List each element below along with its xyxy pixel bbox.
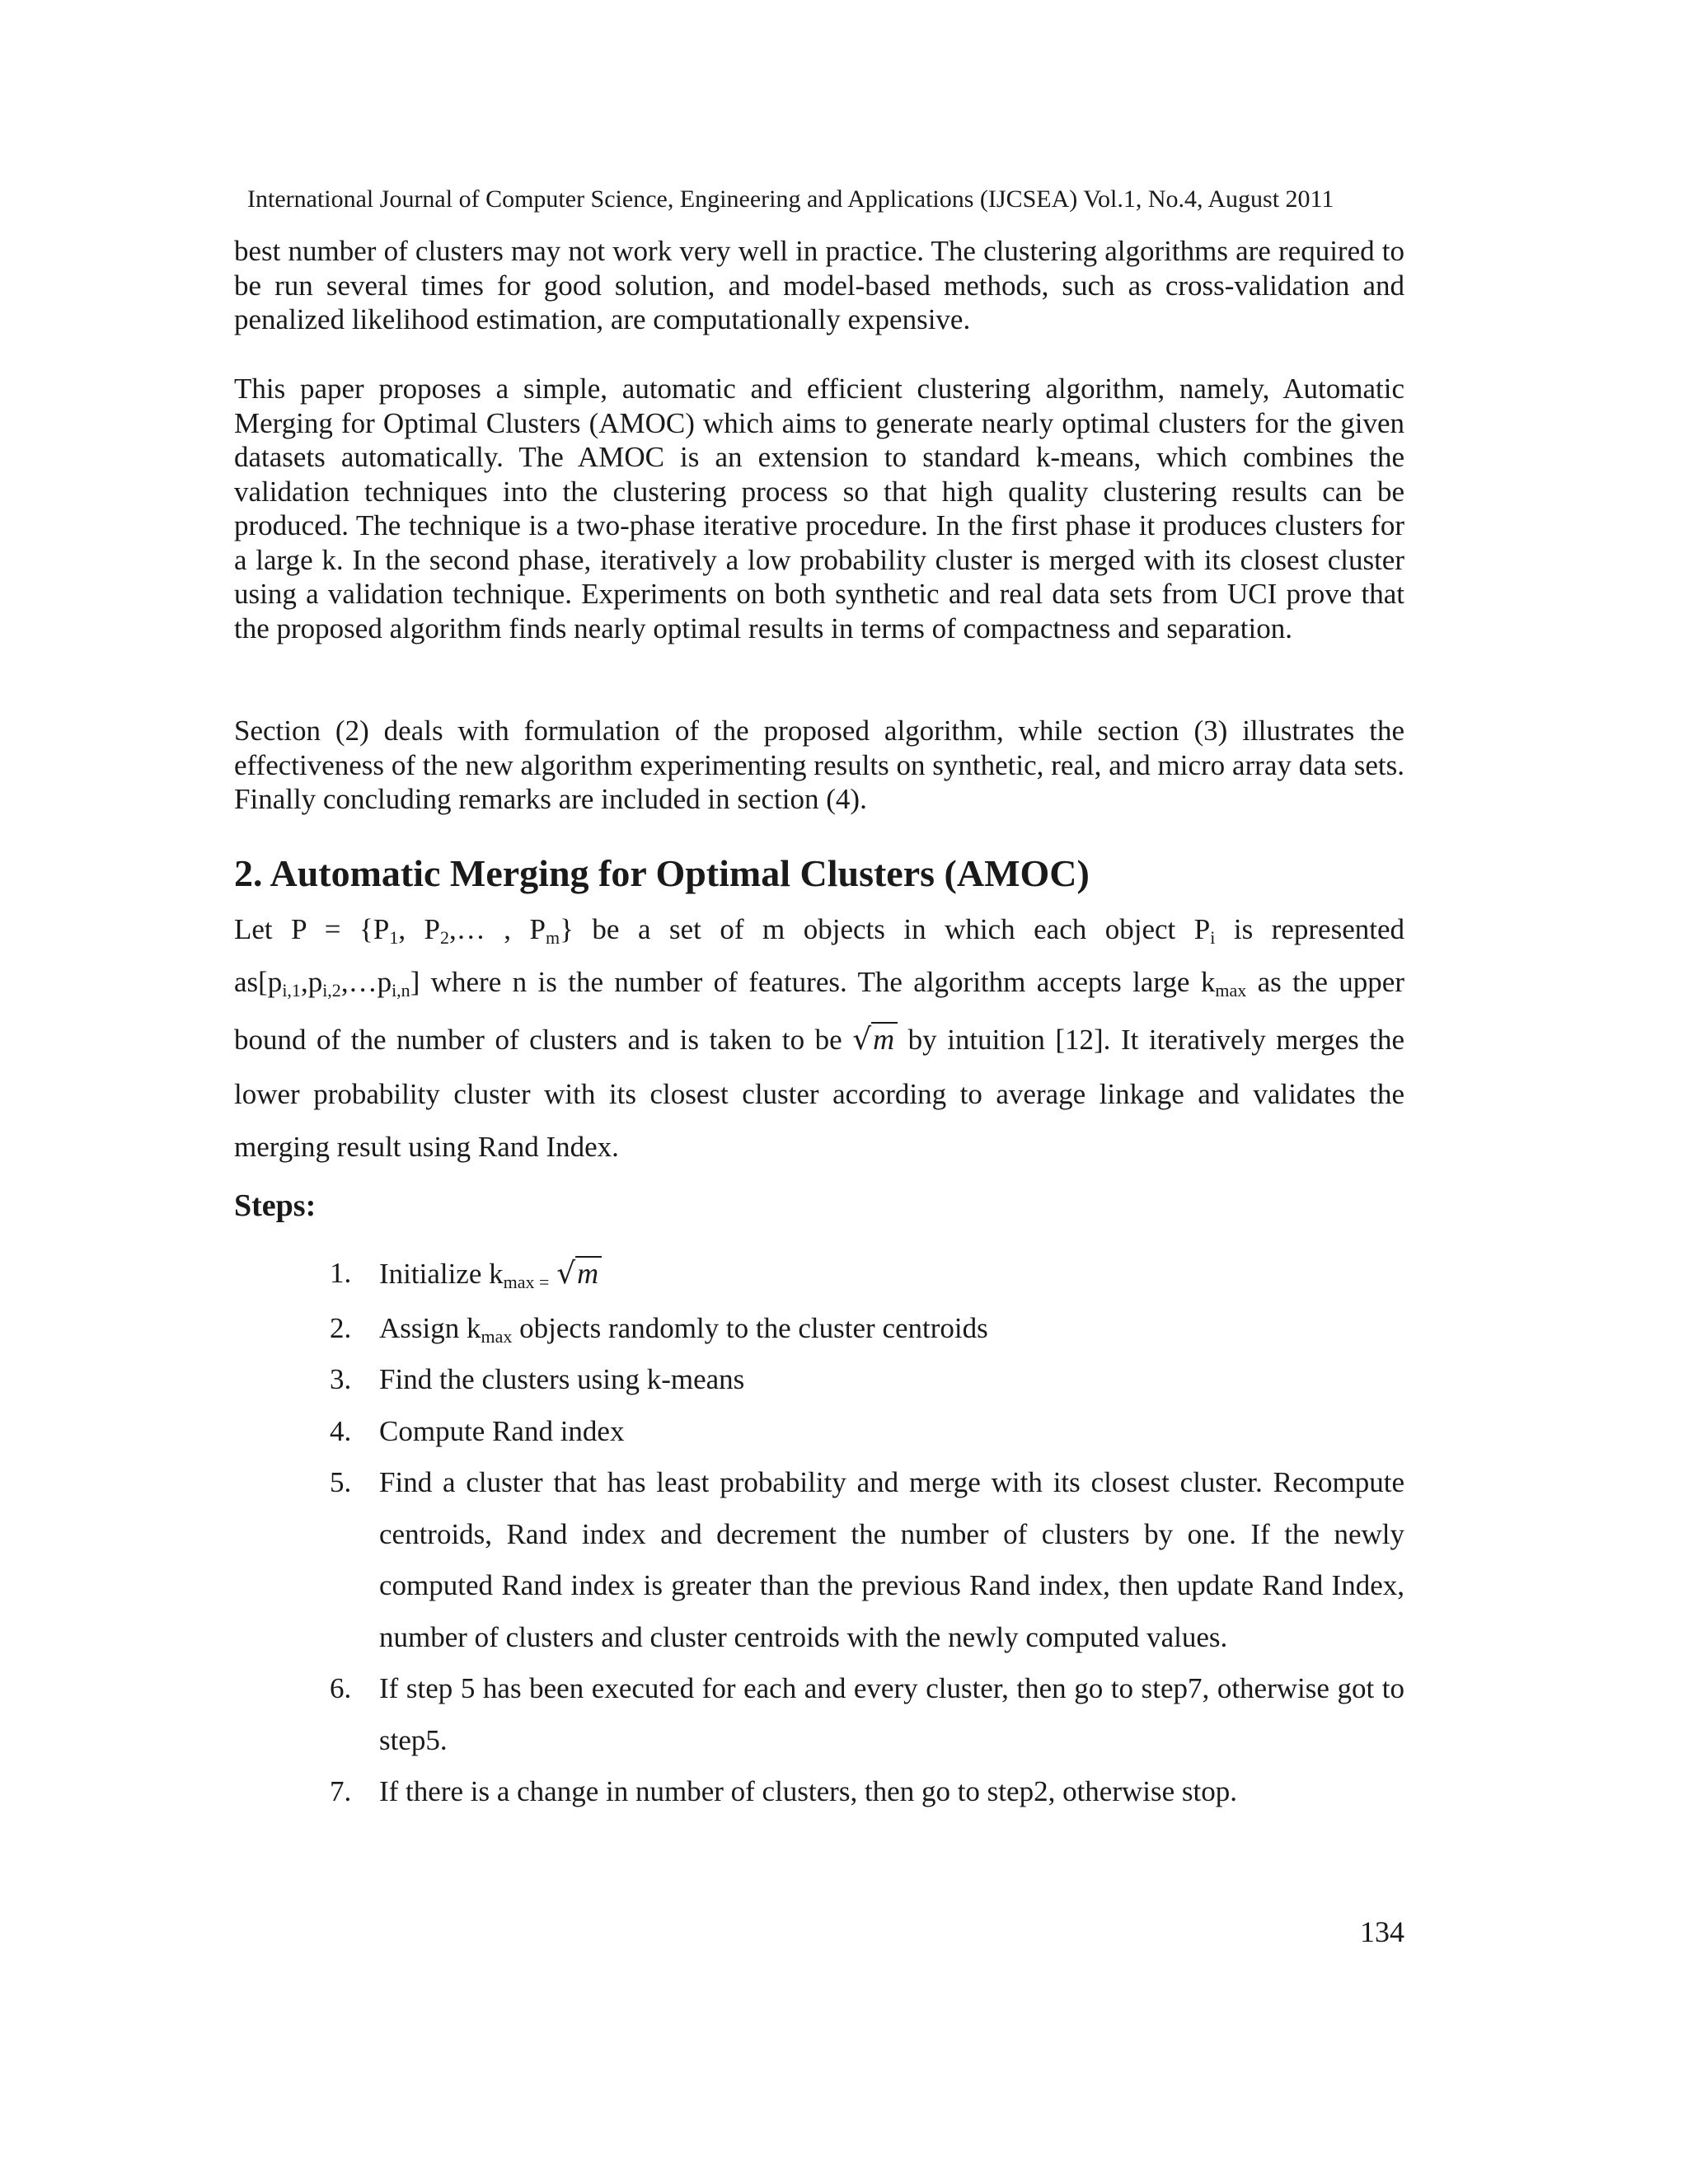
intro-line-5: merging result using Rand Index.: [234, 1131, 619, 1163]
section-heading: 2. Automatic Merging for Optimal Clusters (AMOC): [234, 852, 1090, 894]
paragraph-2: This paper proposes a simple, automatic and efficient clustering algorithm, namely, Automatic Merging for Optimal Clusters (AMOC) which aims to generate nearly optimal clusters for the given datasets automatically. The AMOC is an extension to standard k-means, which combines the validation techniques into the clustering process so that high quality clustering results can be produced. The technique is a two-phase iterative procedure. In the first phase it produces clusters for a large k. In the second phase, iteratively a low probability cluster is merged with its closest cluster using a validation technique. Experiments on both synthetic and real data sets from UCI prove that the proposed algorithm finds nearly optimal results in terms of compactness and separation.: [234, 373, 1404, 644]
intro-line-4: lower probability cluster with its closest cluster according to average linkage and validates the: [234, 1078, 1404, 1110]
intro-line-3: bound of the number of clusters and is taken to be √m by intuition [12]. It iteratively merges the: [234, 1019, 1404, 1078]
section-intro: [234, 913, 1404, 1183]
page-number: 134: [1360, 1915, 1404, 1948]
step-6: 6. If step 5 has been executed for each and every cluster, then go to step7, otherwise got to step5.: [330, 1672, 1404, 1756]
paragraph-3: Section (2) deals with formulation of the proposed algorithm, while section (3) illustrates the effectiveness of the new algorithm experimenting results on synthetic, real, and micro array data sets. Finally concluding remarks are included in section (4).: [234, 715, 1404, 815]
step-3: 3. Find the clusters using k-means: [330, 1363, 745, 1395]
journal-header: International Journal of Computer Science, Engineering and Applications (IJCSEA) Vol.1, No.4, August 2011: [247, 185, 1334, 213]
intro-line-2: $as[p_{i,1},p_{i,2},\dots p_{i,n}]$ where n is the number of features. The algorithm accepts large $k_{max}$ as the upper: [234, 966, 1404, 1001]
algorithm-steps: [330, 1244, 1404, 1818]
sqrt-m-formula: √m: [852, 1019, 898, 1061]
steps-heading: Steps:: [234, 1188, 316, 1223]
step-5: 5. Find a cluster that has least probability and merge with its closest cluster. Recompute centroids, Rand index and decrement the number of clusters by one. If the newly computed Rand index is greater than the previous Rand index, then update Rand Index, number of clusters and cluster centroids with the newly computed values.: [330, 1466, 1404, 1653]
step-1: 1. Initialize $k_{max =}$ √m: [330, 1244, 1404, 1303]
section-number: 2: [234, 852, 253, 894]
step-2: 2. Assign $k_{max}$ objects randomly to the cluster centroids: [330, 1312, 988, 1347]
sqrt-m-formula: √m: [556, 1244, 602, 1303]
step-7: 7. If there is a change in number of clusters, then go to step2, otherwise stop.: [330, 1775, 1237, 1807]
intro-line-1: Let $P = \{P_1$, $P_2,\dots$ , $P_m$} be a set of m objects in which each object $P_i$ is represented: [234, 913, 1404, 948]
step-4: 4. Compute Rand index: [330, 1414, 625, 1447]
section-title: Automatic Merging for Optimal Clusters (AMOC): [270, 852, 1090, 894]
paragraph-1: best number of clusters may not work very well in practice. The clustering algorithms are required to be run several times for good solution, and model-based methods, such as cross-validation and penalized likelihood estimation, are computationally expensive.: [234, 235, 1404, 335]
